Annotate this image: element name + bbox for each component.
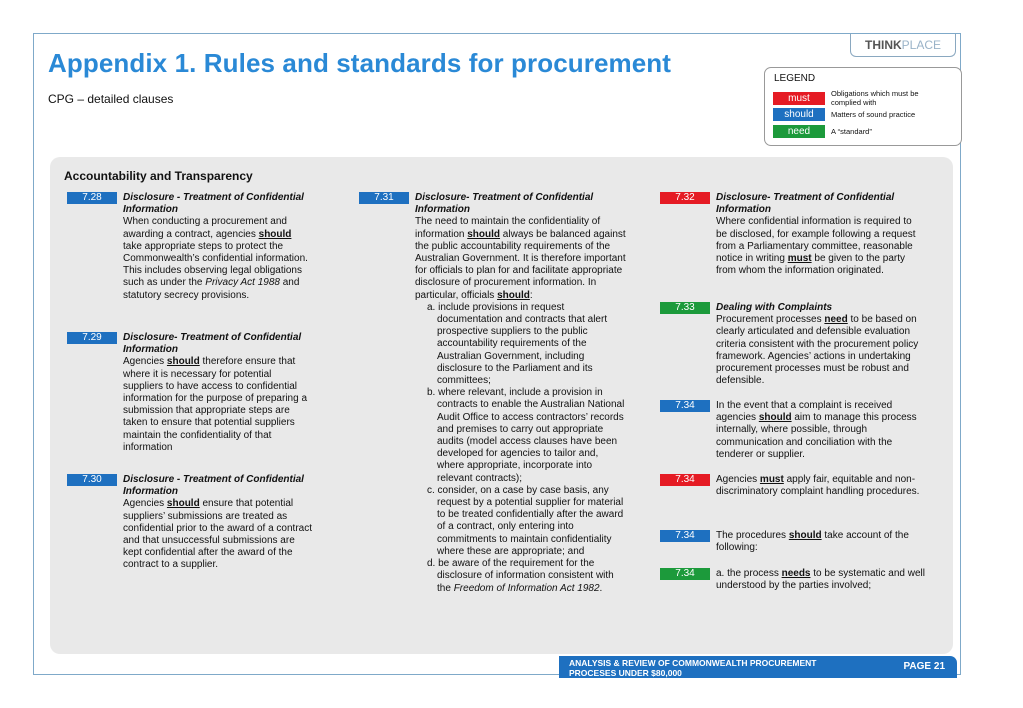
clause-7-29 <box>67 332 312 454</box>
clause-heading: Disclosure- Treatment of Confidential Information <box>716 192 895 216</box>
legend-badge-must: must <box>773 92 825 105</box>
legend-desc-need: A “standard” <box>831 127 872 136</box>
clause-7-32 <box>660 192 925 277</box>
clause-number: 7.34 <box>660 530 710 542</box>
clause-text: always be balanced against the public accountability requirements of the Australian Government. It is therefore important for officials to plan for and facilitate appropriate disclosure of procurement information. In particular, officials <box>415 228 626 301</box>
clause-text: Agencies <box>123 356 167 368</box>
clause-text: Agencies <box>123 498 167 510</box>
clause-text: be given to the party from whom the information originated. <box>716 253 906 277</box>
clause-7-30 <box>67 474 312 572</box>
clause-7-28 <box>67 192 312 302</box>
clause-text: take appropriate steps to protect the Commonwealth’s confidential information. This includes observing legal obligations such as under the <box>123 240 308 289</box>
clause-heading: Disclosure - Treatment of Confidential Information <box>123 192 304 216</box>
clause-number: 7.33 <box>660 302 710 314</box>
act-name: Freedom of Information Act 1982 <box>453 582 600 594</box>
clause-7-31 <box>359 192 626 595</box>
legend-desc-should: Matters of sound practice <box>831 110 916 119</box>
legend-badge-need: need <box>773 125 825 138</box>
clause-text: Procurement processes <box>716 314 825 326</box>
clause-number: 7.31 <box>359 192 409 204</box>
clause-text: The procedures <box>716 530 789 541</box>
legend-row-should <box>773 108 929 121</box>
clause-number: 7.28 <box>67 192 117 204</box>
clause-subitem: a. include provisions in request documentation and contracts that alert prospective suppliers to the public accountability requirements of the Australian Government, including disclosure to the Parliament and its committees; <box>427 301 608 387</box>
clause-subitem <box>415 558 626 595</box>
clause-number: 7.30 <box>67 474 117 486</box>
clause-number: 7.34 <box>660 400 710 412</box>
clause-heading: Disclosure- Treatment of Confidential Information <box>415 192 594 216</box>
clause-heading: Disclosure- Treatment of Confidential Information <box>123 332 302 356</box>
keyword-should: should <box>166 356 200 368</box>
clause-text: Agencies <box>716 474 760 485</box>
keyword-need: need <box>824 314 848 326</box>
clause-text: to be based on clearly articulated and defensible evaluation criteria consistent with the procurement policy framework. Agencies’ actions in undertaking procurement processes must be robust and defensible. <box>716 314 919 387</box>
clause-subitem: c. consider, on a case by case basis, any request by a potential supplier for material to be treated confidentially after the award of a contract, only entering into commitments to maintain confidentiality where these are appropriate; and <box>427 484 624 557</box>
clause-text: a. the process <box>716 568 782 579</box>
legend-row-must <box>773 89 929 107</box>
legend-desc-must: Obligations which must be complied with <box>831 89 919 107</box>
keyword-should: should <box>788 530 822 541</box>
clause-text: therefore ensure that where it is necessary for potential suppliers to have access to confidential information for the purpose of preparing a submission that appropriate steps are taken to ensure that potential suppliers maintain the confidentiality of that information <box>123 356 307 453</box>
clause-number: 7.29 <box>67 332 117 344</box>
clause-text: The need to maintain the confidentiality of information <box>415 216 601 240</box>
clause-text: apply fair, equitable and non-discriminatory complaint handling procedures. <box>716 474 920 498</box>
keyword-should: should <box>467 228 501 240</box>
keyword-should: should <box>758 412 792 424</box>
section-title: Accountability and Transparency <box>64 169 253 183</box>
clause-text: and statutory secrecy provisions. <box>123 277 300 301</box>
clause-text: d. be aware of the requirement for the disclosure of information consistent with the <box>427 558 614 594</box>
clause-7-34-a <box>660 400 925 461</box>
clause-subitem: b. where relevant, include a provision in contracts to enable the Australian National Audit Office to access contractors’ records and premises to carry out appropriate audits (model access clauses have been developed for agencies to tailor and, where appropriate, incorporate into relevant contracts); <box>427 387 625 484</box>
logo-light: PLACE <box>901 38 942 52</box>
footer-bar <box>559 656 957 678</box>
clause-heading: Dealing with Complaints <box>716 302 833 313</box>
legend <box>764 67 962 146</box>
footer-text: ANALYSIS & REVIEW OF COMMONWEALTH PROCUREMENT PROCESES UNDER $80,000 <box>569 658 817 678</box>
keyword-must: must <box>787 253 812 265</box>
keyword-should: should <box>166 498 200 510</box>
logo-bold: THINK <box>864 38 902 52</box>
clause-text: to be systematic and well understood by the parties involved; <box>716 568 925 592</box>
keyword-must: must <box>759 474 784 485</box>
keyword-should: should <box>258 228 292 240</box>
page-subtitle: CPG – detailed clauses <box>48 92 174 106</box>
legend-heading: LEGEND <box>774 73 816 84</box>
page-title: Appendix 1. Rules and standards for procurement <box>48 48 672 78</box>
clause-text: When conducting a procurement and awarding a contract, agencies <box>123 216 287 240</box>
clause-number: 7.34 <box>660 474 710 486</box>
clause-number: 7.34 <box>660 568 710 580</box>
clause-heading: Disclosure - Treatment of Confidential Information <box>123 474 304 498</box>
clause-text: . <box>599 582 603 594</box>
legend-badge-should: should <box>773 108 825 121</box>
clause-text: ensure that potential suppliers’ submissions are treated as confidential prior to the award of a contract and that unsuccessful submissions are kept confidential after the award of the contract to a supplier. <box>123 498 312 571</box>
act-name: Privacy Act 1988 <box>205 277 280 289</box>
thinkplace-logo <box>850 34 956 57</box>
clause-7-34-c <box>660 530 925 554</box>
clause-text: aim to manage this process internally, where possible, through communication and conciliation with the tenderer or supplier. <box>716 412 917 460</box>
clause-7-34-b <box>660 474 925 498</box>
legend-row-need <box>773 125 929 138</box>
clause-7-34-d <box>660 568 925 592</box>
clause-text: take account of the following: <box>716 530 909 554</box>
clause-7-33 <box>660 302 925 387</box>
keyword-should: should <box>497 289 530 301</box>
clause-text: : <box>529 289 533 301</box>
keyword-needs: needs <box>781 568 811 579</box>
page-number: PAGE 21 <box>903 661 945 672</box>
clause-text: In the event that a complaint is received agencies <box>716 400 893 424</box>
clauses-panel <box>50 157 953 654</box>
clause-number: 7.32 <box>660 192 710 204</box>
clause-text: Where confidential information is required to be disclosed, for example following a request from a Parliamentary committee, reasonable notice in writing <box>716 216 916 265</box>
